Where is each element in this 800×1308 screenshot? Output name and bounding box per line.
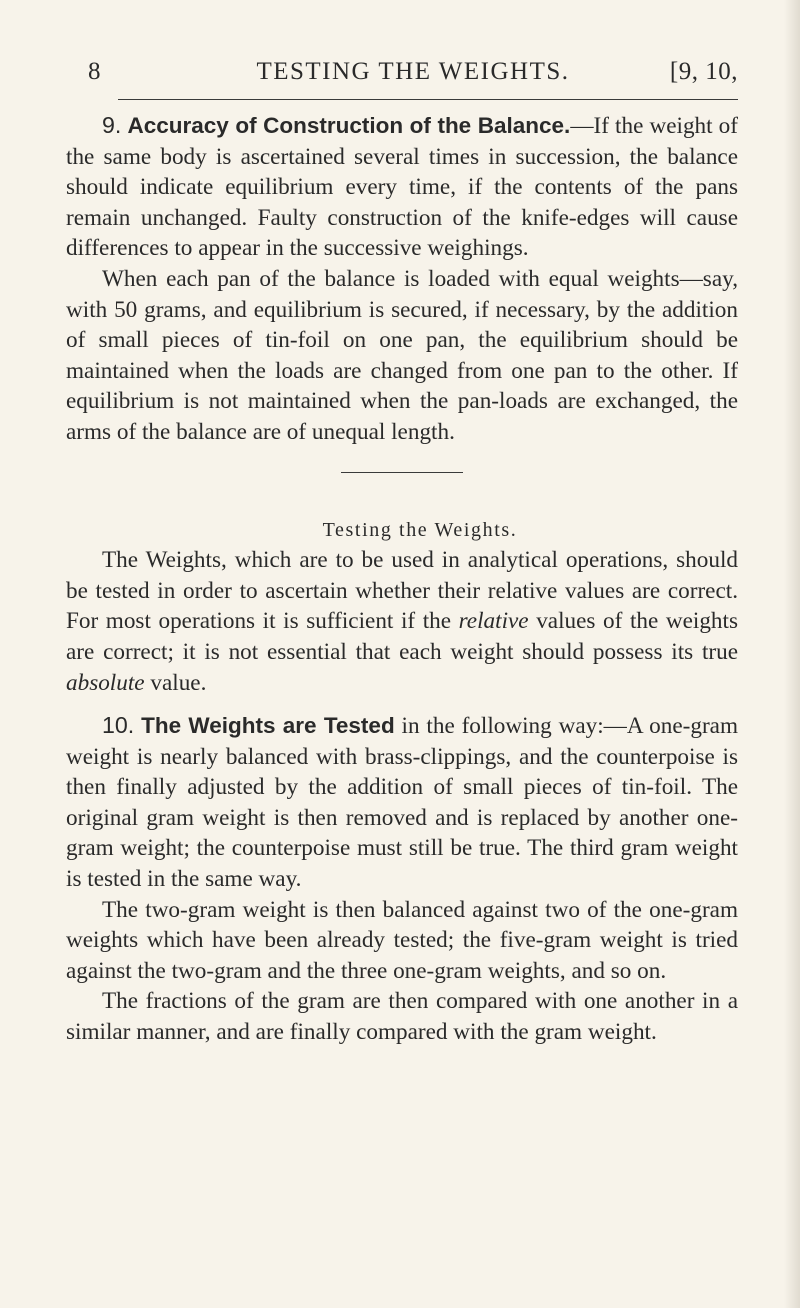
section-10-title: The Weights are Tested xyxy=(141,713,395,739)
testing-weights-paragraph xyxy=(66,545,738,698)
section-9-number: 9. xyxy=(102,112,122,138)
section-9-paragraph-1 xyxy=(66,110,738,264)
section-9-text-1: —If the weight of the same body is ascertained several times in succession, the balance should indicate equilibrium every time, if the contents of the pans remain unchanged. Faulty construction of the knife-edges will cause differences to appear in the successive weighings. xyxy=(66,113,738,262)
testing-weights-text-b: values of the weights are correct; it is not essential that each weight should possess its true xyxy=(66,608,738,665)
testing-weights-heading: Testing the Weights. xyxy=(322,518,518,541)
running-head-title: TESTING THE WEIGHTS. xyxy=(256,58,570,85)
section-9-paragraph-2: When each pan of the balance is loaded with equal weights—say, with 50 grams, and equilibrium is secured, if necessary, by the addition of small pieces of tin-foil on one pan, the equilibrium should be maintained when the loads are changed from one pan to the other. If equilibrium is not maintained when the pan-loads are exchanged, the arms of the balance are of unequal length. xyxy=(66,265,738,445)
section-9-title: Accuracy of Construction of the Balance. xyxy=(127,113,571,138)
relative-emphasis: relative xyxy=(458,608,529,635)
section-divider xyxy=(341,472,463,473)
testing-weights-text-c: value. xyxy=(144,669,207,696)
page-edge-shadow xyxy=(784,0,800,1308)
page-body xyxy=(66,110,738,1048)
page-number: 8 xyxy=(88,58,101,85)
paragraph-gap xyxy=(66,698,738,710)
section-10-paragraph-1 xyxy=(66,710,738,895)
testing-weights-text-a: The Weights, which are to be used in analytical operations, should be tested in order to ascertain whether their relative values are correct. For most operations it is sufficient if the xyxy=(66,547,738,635)
section-10-text-1: in the following way:—A one-gram weight is nearly balanced with brass-clippings, and the counterpoise is then finally adjusted by the addition of small pieces of tin-foil. The original gram weight is then removed and is replaced by another one-gram weight; the counterpoise must still be true. The third gram weight is tested in the same way. xyxy=(66,713,738,893)
running-head xyxy=(88,58,738,92)
running-head-section-range: [9, 10, xyxy=(669,58,738,85)
section-10-paragraph-2: The two-gram weight is then balanced against two of the one-gram weights which have been already tested; the five-gram weight is tried against the two-gram and the three one-gram weights, and so on. xyxy=(66,896,738,984)
absolute-emphasis: absolute xyxy=(66,669,145,696)
header-rule xyxy=(118,99,738,100)
section-10-number: 10. xyxy=(102,712,135,739)
section-10-paragraph-3: The fractions of the gram are then compared with one another in a similar manner, and are finally compared with the gram weight. xyxy=(66,988,738,1046)
